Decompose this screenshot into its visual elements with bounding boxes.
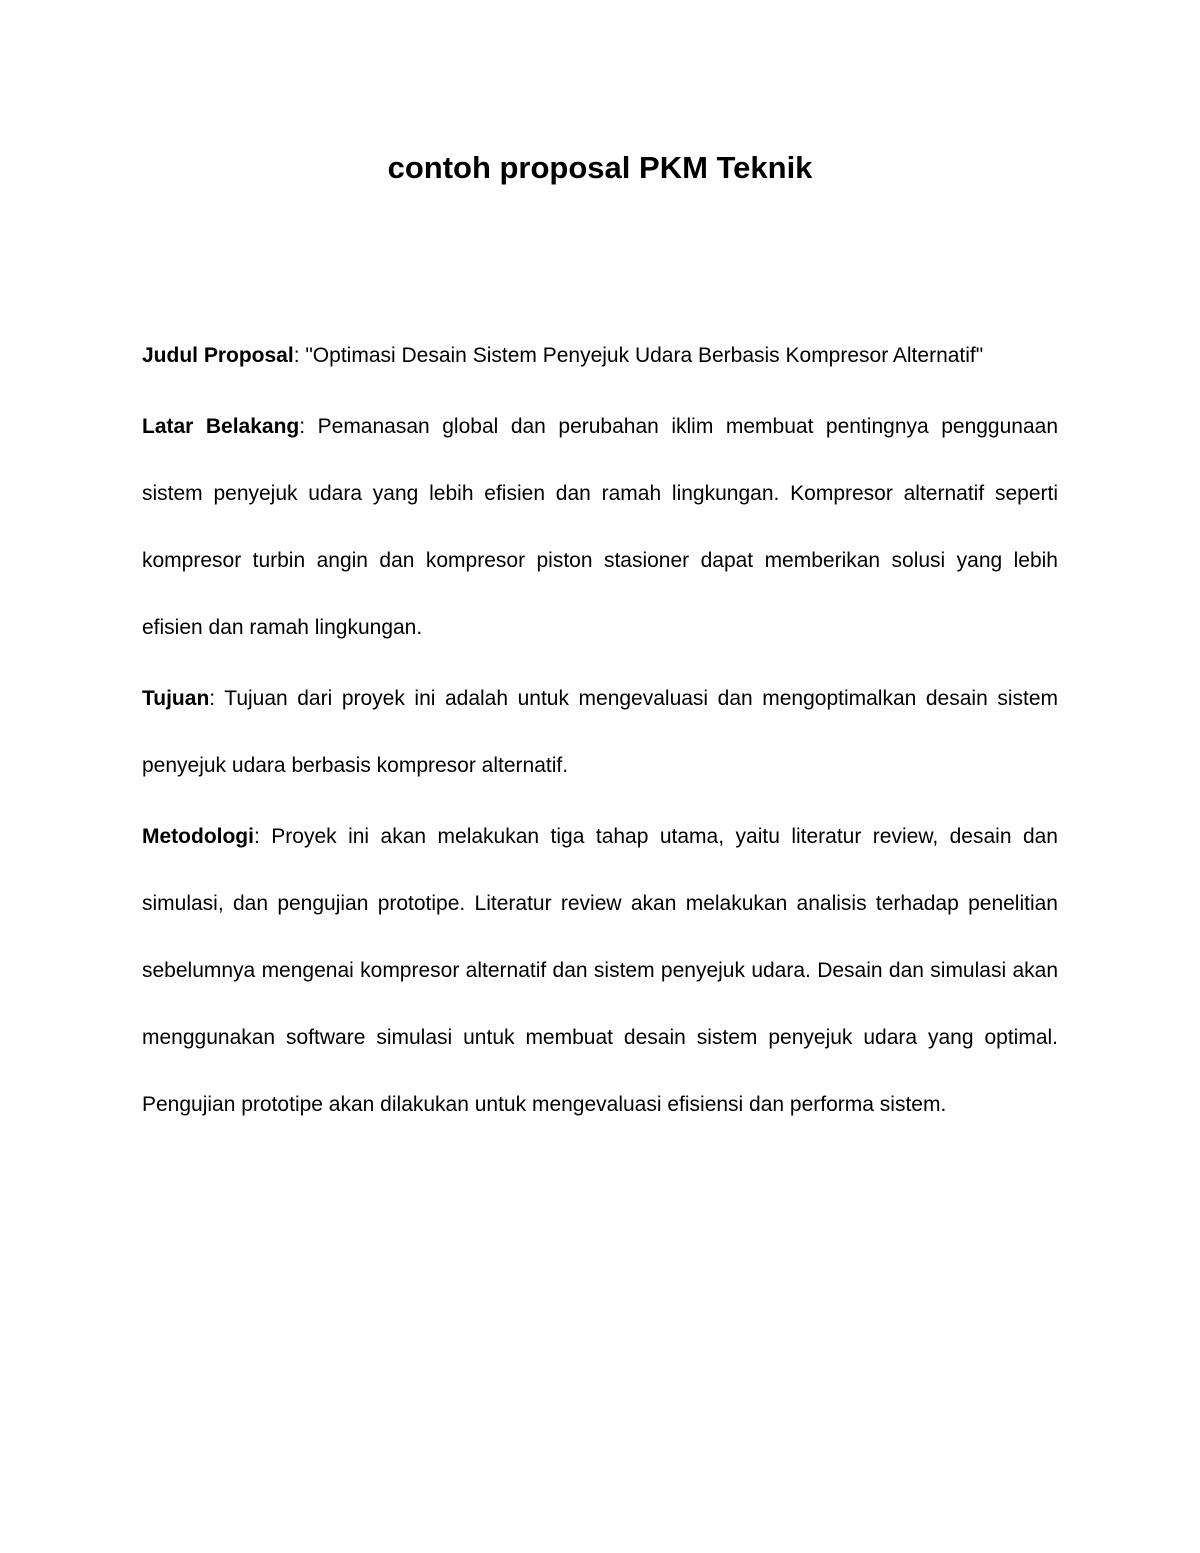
section-label: Latar Belakang [142,415,300,438]
section-text: : Proyek ini akan melakukan tiga tahap utama, yaitu literatur review, desain dan simulasi, dan pengujian prototipe. Literatur review akan melakukan analisis terhadap penelitian sebelumnya mengenai kompresor alternatif dan sistem penyejuk udara. Desain dan simulasi akan menggunakan software simulasi untuk membuat desain sistem penyejuk udara yang optimal. Pengujian prototipe akan dilakukan untuk mengevaluasi efisiensi dan performa sistem. [142,825,1058,1116]
section-tujuan [142,665,1058,799]
document-title: contoh proposal PKM Teknik [387,150,813,185]
section-label: Metodologi [142,825,254,848]
section-label: Tujuan [142,687,210,710]
section-latar-belakang [142,393,1058,661]
section-metodologi [142,803,1058,1138]
section-text: : "Optimasi Desain Sistem Penyejuk Udara Berbasis Kompresor Alternatif" [293,344,984,367]
section-label: Judul Proposal [142,344,294,367]
section-text: : Pemanasan global dan perubahan iklim membuat pentingnya penggunaan sistem penyejuk udara yang lebih efisien dan ramah lingkungan. Kompresor alternatif seperti kompresor turbin angin dan kompresor piston stasioner dapat memberikan solusi yang lebih efisien dan ramah lingkungan. [142,415,1059,639]
section-judul-proposal [142,322,1058,389]
document-body [142,322,1058,1142]
section-text: : Tujuan dari proyek ini adalah untuk mengevaluasi dan mengoptimalkan desain sistem penyejuk udara berbasis kompresor alternatif. [142,687,1058,777]
